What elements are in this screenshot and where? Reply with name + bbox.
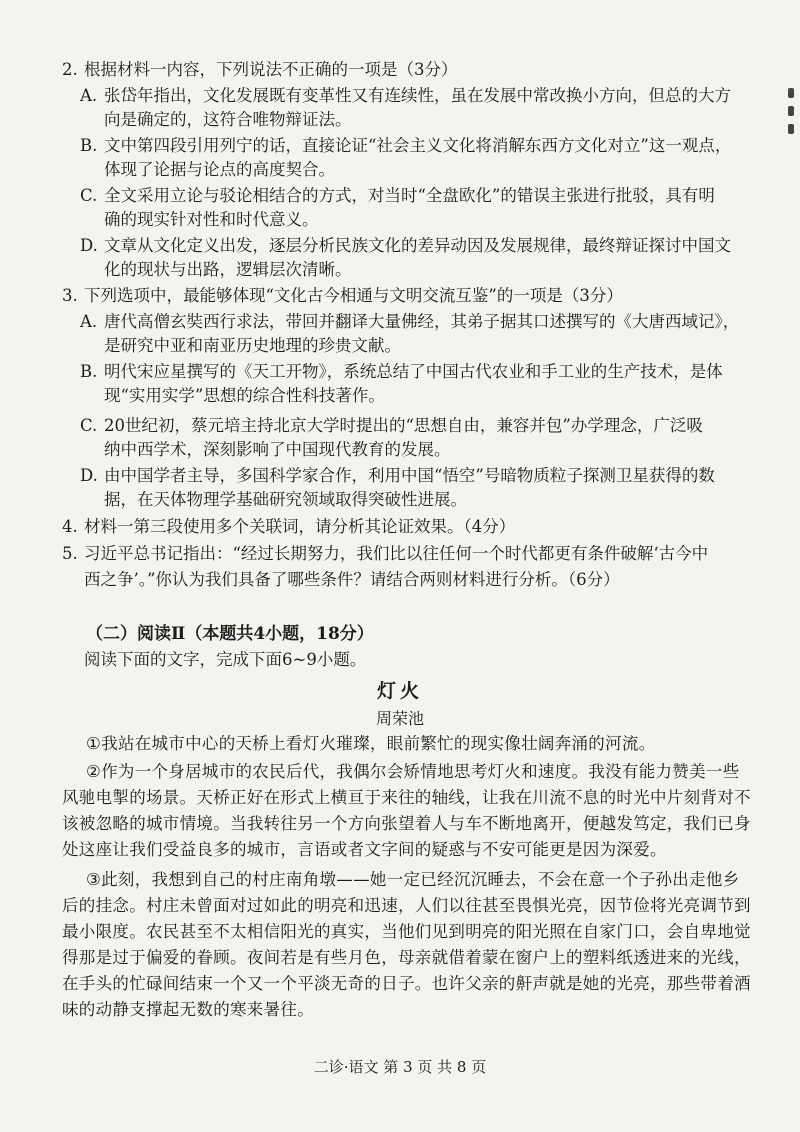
q3-option-d-line2: 据，在天体物理学基础研究领域取得突破性进展。 — [104, 490, 467, 509]
q4-stem: 材料一第三段使用多个关联词，请分析其论证效果。（4分） — [84, 517, 516, 536]
q3-stem: 下列选项中，最能够体现“文化古今相通与文明交流互鉴”的一项是（3分） — [84, 286, 623, 305]
passage-line: 处这座让我们受益良多的城市，言语或者文字间的疑惑与不安可能更是因为深爱。 — [62, 840, 667, 859]
section2-instruction: 阅读下面的文字，完成下面6~9小题。 — [84, 650, 367, 669]
q5-line2: 西之争’。”你认为我们具备了哪些条件？请结合两则材料进行分析。（6分） — [84, 570, 620, 589]
q3-option-c-line2: 纳中西学术，深刻影响了中国现代教育的发展。 — [104, 440, 451, 459]
q3-option-a-line2: 是研究中亚和南亚历史地理的珍贵文献。 — [104, 336, 401, 355]
q3-option-c-line1: 20世纪初，蔡元培主持北京大学时提出的“思想自由，兼容并包”办学理念，广泛吸 — [104, 416, 703, 435]
q3-number: 3. — [62, 286, 78, 305]
q2-option-c-line1: 全文采用立论与驳论相结合的方式，对当时“全盘欧化”的错误主张进行批驳，具有明 — [104, 186, 715, 205]
q2-option-b-letter: B. — [80, 136, 98, 155]
q2-option-a-letter: A. — [80, 86, 98, 105]
q3-option-d-line1: 由中国学者主导，多国科学家合作，利用中国“悟空”号暗物质粒子探测卫星获得的数 — [104, 466, 715, 485]
passage-line: 最小限度。农民甚至不太相信阳光的真实，当他们见到明亮的阳光照在自家门口，会自卑地觉 — [62, 922, 751, 941]
page-footer: 二诊·语文 第 3 页 共 8 页 — [313, 1058, 487, 1076]
passage-line: 味的动静支撑起无数的寒来暑往。 — [62, 1000, 314, 1019]
q3-option-b-line2: 现“实用实学”思想的综合性科技著作。 — [104, 386, 385, 405]
q3-option-b-line1: 明代宋应星撰写的《天工开物》，系统总结了中国古代农业和手工业的生产技术，是体 — [104, 362, 723, 381]
q2-option-c-line2: 确的现实针对性和时代意义。 — [104, 210, 319, 229]
passage-line: 风驰电掣的场景。天桥正好在形式上横亘于来往的轴线，让我在川流不息的时光中片刻背对不 — [62, 788, 751, 807]
passage-line: ③此刻，我想到自己的村庄南角墩——她一定已经沉沉睡去，不会在意一个子孙出走他乡 — [86, 870, 740, 889]
q2-number: 2. — [62, 60, 78, 79]
passage-line: 在手头的忙碌间结束一个又一个平淡无奇的日子。也许父亲的鼾声就是她的光亮，那些带着酒 — [62, 974, 751, 993]
q2-option-b-line2: 体现了论据与论点的高度契合。 — [104, 160, 335, 179]
q3-option-b-letter: B. — [80, 362, 98, 381]
section2-title: （二）阅读Ⅱ（本题共4小题，18分） — [86, 624, 374, 644]
passage-line: ①我站在城市中心的天桥上看灯火璀璨，眼前繁忙的现实像壮阔奔涌的河流。 — [86, 734, 656, 753]
q2-option-a-line1: 张岱年指出，文化发展既有变革性又有连续性，虽在发展中常改换小方向，但总的大方 — [104, 86, 731, 105]
q4-number: 4. — [62, 517, 78, 536]
q3-option-d-letter: D. — [80, 466, 98, 485]
passage-title: 灯火 — [376, 680, 423, 702]
q2-option-d-line2: 化的现状与出路，逻辑层次清晰。 — [104, 260, 352, 279]
q5-number: 5. — [62, 544, 78, 563]
q2-option-b-line1: 文中第四段引用列宁的话，直接论证“社会主义文化将消解东西方文化对立”这一观点， — [104, 136, 732, 155]
q5-line1: 习近平总书记指出：“经过长期努力，我们比以往任何一个时代都更有条件破解‘古今中 — [84, 544, 709, 563]
passage-author: 周荣池 — [375, 709, 424, 728]
passage-line: 该被忽略的城市情境。当我转往另一个方向张望着人与车不断地离开，便越发笃定，我们已身 — [62, 814, 751, 833]
q3-option-a-letter: A. — [80, 312, 98, 331]
q2-option-d-letter: D. — [80, 236, 98, 255]
q2-option-a-line2: 向是确定的，这符合唯物辩证法。 — [104, 110, 352, 129]
q2-stem: 根据材料一内容，下列说法不正确的一项是（3分） — [84, 60, 458, 79]
passage-line: ②作为一个身居城市的农民后代，我偶尔会矫情地思考灯火和速度。我没有能力赞美一些 — [86, 762, 740, 781]
passage-line: 得那是过于偏爱的眷顾。夜间若是有些月色，母亲就借着蒙在窗户上的塑料纸透进来的光线， — [62, 948, 751, 967]
scan-edge-marks — [780, 80, 800, 150]
q3-option-a-line1: 唐代高僧玄奘西行求法，带回并翻译大量佛经，其弟子据其口述撰写的《大唐西域记》， — [104, 312, 740, 331]
q2-option-d-line1: 文章从文化定义出发，逐层分析民族文化的差异动因及发展规律，最终辩证探讨中国文 — [104, 236, 731, 255]
q3-option-c-letter: C. — [80, 416, 98, 435]
passage-line: 后的挂念。村庄未曾面对过如此的明亮和迅速，人们以往甚至畏惧光亮，因节俭将光亮调节到 — [62, 896, 751, 915]
q2-option-c-letter: C. — [80, 186, 98, 205]
